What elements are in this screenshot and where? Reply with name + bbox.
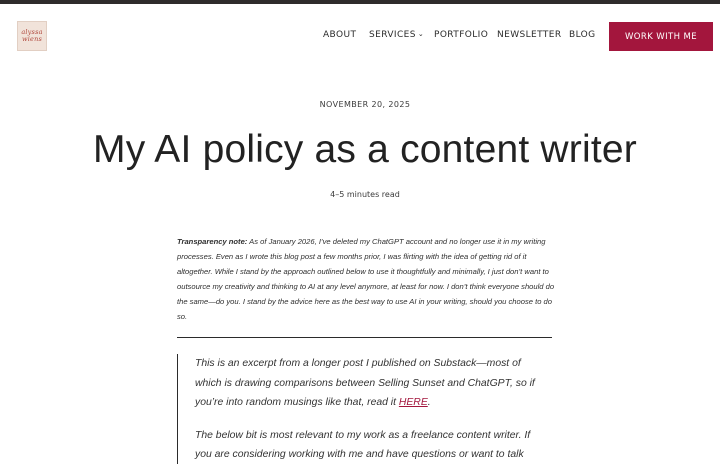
excerpt-text-before-link: This is an excerpt from a longer post I published on Substack—most of which is drawing comparisons between Selling Sunset and ChatGPT, so if you’re into random musings like that, read it (195, 358, 535, 408)
nav-item-blog[interactable]: BLOG (569, 30, 596, 40)
nav-item-about[interactable]: ABOUT (323, 30, 357, 40)
nav-item-newsletter[interactable]: NEWSLETTER (497, 30, 562, 40)
logo-text-line1: alyssa (21, 28, 43, 36)
nav-item-portfolio[interactable]: PORTFOLIO (434, 30, 489, 40)
excerpt-blockquote (177, 354, 547, 464)
transparency-note-text: As of January 2026, I’ve deleted my ChatGPT account and no longer use it in my writing processes. Even as I wrote this blog post a few months prior, I was flirting with the idea of getting rid of it altogether. While I stand by the approach outlined below to use it thoughtfully and minimally, I just don’t want to outsource my creativity and thinking to AI at any level anymore, at least for now. I don’t think everyone should do the same—do you. I stand by the advice here as the best way to use AI in your writing, should you choose to do so. (177, 237, 555, 321)
excerpt-paragraph-1 (195, 354, 547, 413)
site-logo[interactable] (17, 21, 47, 51)
nav-item-services-label: SERVICES (369, 30, 416, 40)
post-date: NOVEMBER 20, 2025 (319, 100, 411, 109)
transparency-note (177, 234, 557, 324)
nav-item-services[interactable] (369, 30, 424, 40)
content-divider (177, 337, 552, 338)
chevron-down-icon: ⌄ (417, 30, 425, 38)
excerpt-paragraph-2: The below bit is most relevant to my work as a freelance content writer. If you are considering working with me and have questions or want to talk (195, 429, 531, 460)
read-time: 4–5 minutes read (330, 190, 400, 199)
logo-text-line2: wiens (21, 35, 42, 43)
transparency-note-label: Transparency note: (177, 237, 248, 246)
excerpt-text-after-link: . (427, 397, 431, 408)
substack-link[interactable]: HERE (398, 397, 428, 408)
post-title: My AI policy as a content writer (93, 128, 637, 171)
work-with-me-button[interactable]: WORK WITH ME (609, 22, 713, 51)
site-header (0, 4, 720, 68)
